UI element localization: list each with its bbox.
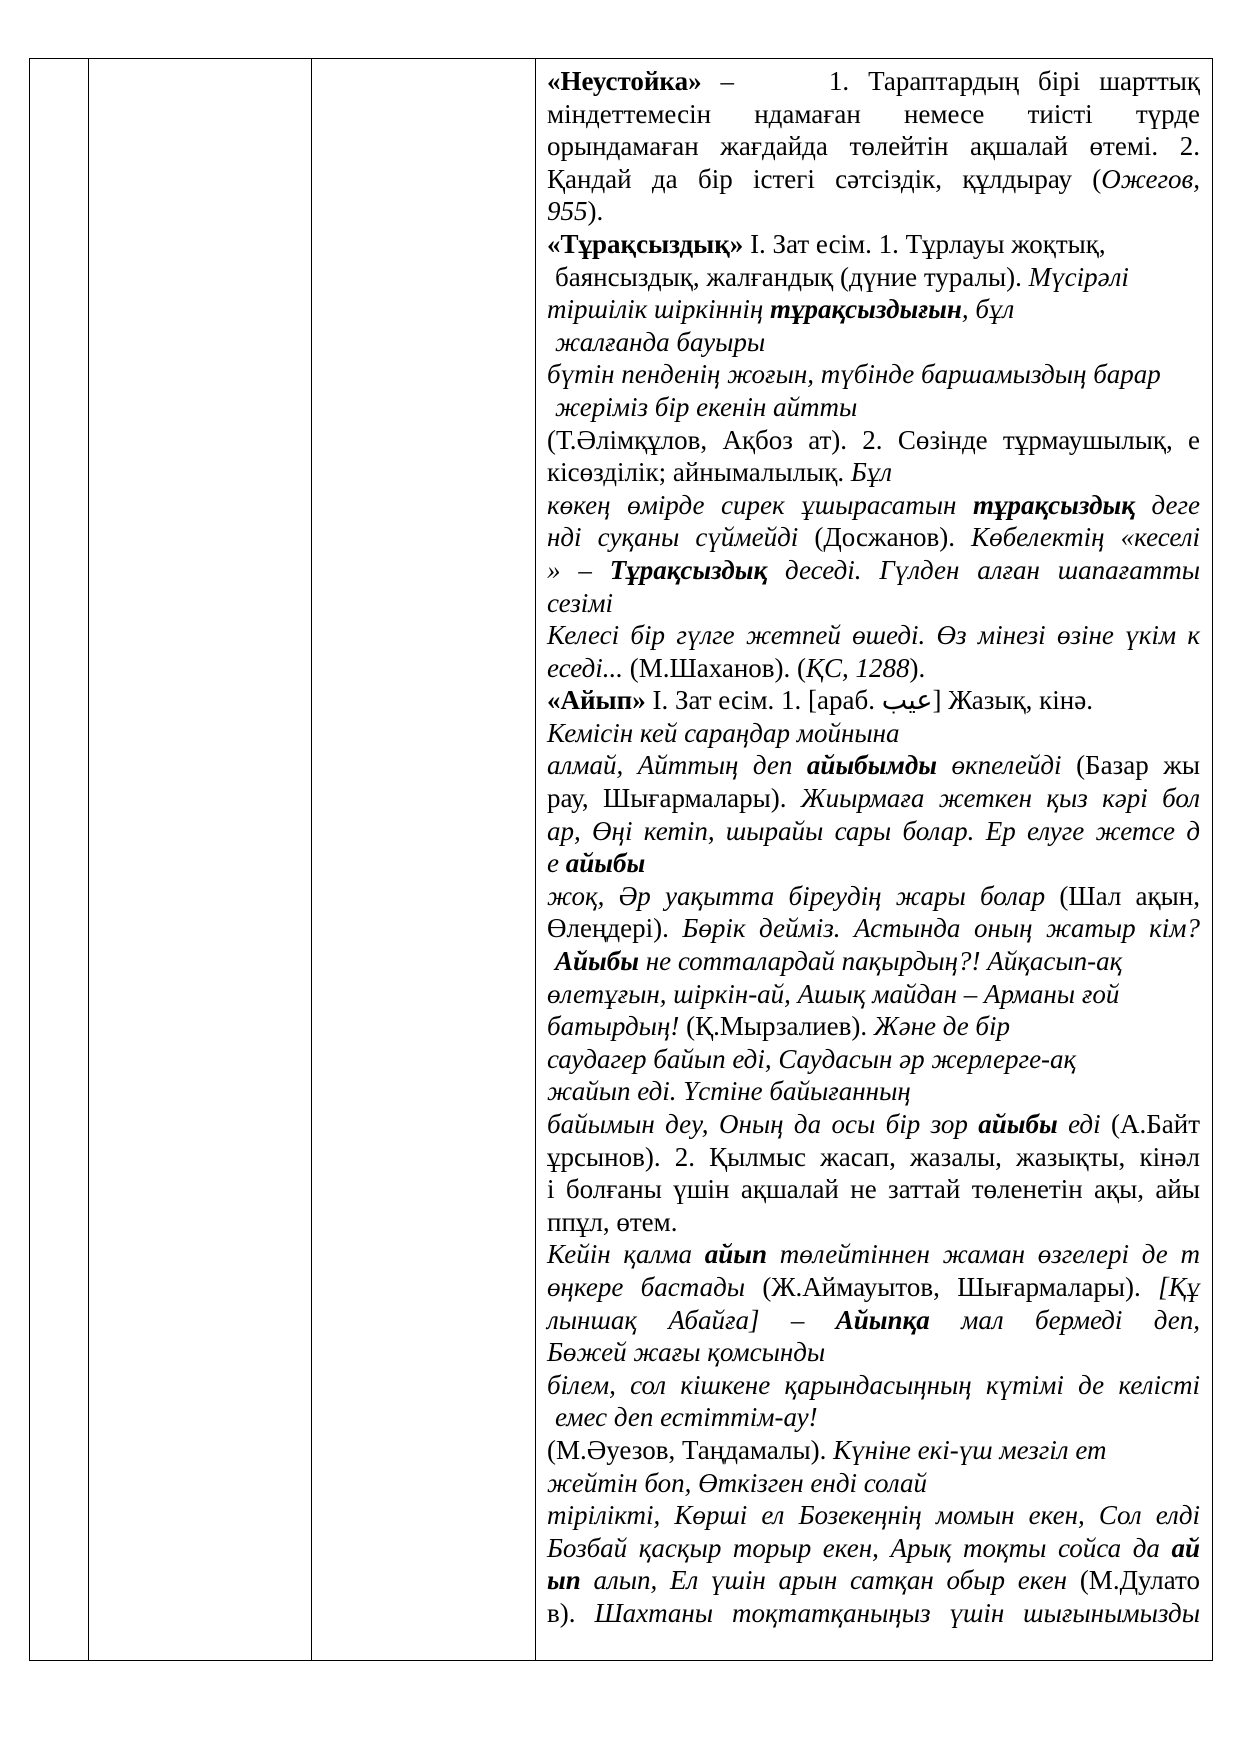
text-line: еседі... (М.Шаханов). (ҚС, 1288). [547, 652, 926, 683]
table-cell-empty-1 [89, 59, 312, 1661]
text-line: тірілікті, Көрші ел Бозекеңнің момын екен, Сол елді [547, 1500, 1200, 1531]
text-line: байымын деу, Оның да осы бір зор айыбы еді (А.Байт [547, 1109, 1200, 1139]
text-line: батырдың! (Қ.Мырзалиев). Және де бір [547, 1011, 1011, 1042]
text-line: жеріміз бір екенін айтты [555, 391, 858, 422]
text-line: орындамаған жағдайда төлейтін ақшалай өтемі. 2. [547, 131, 1200, 162]
text-line: Келесі бір гүлге жетпей өшеді. Өз мінезі өзіне үкім к [547, 620, 1200, 651]
text-line: бүтін пенденің жоғын, түбінде баршамыздың барар [547, 359, 1161, 390]
text-line: Бозбай қасқыр торыр екен, Арық тоқты сойса да ай [547, 1532, 1200, 1563]
text-line: баянсыздық, жалғандық (дүние туралы). Мүсірәлі [555, 261, 1129, 292]
headword-turaksyzdyk: «Тұрақсыздық» [547, 228, 744, 259]
table-cell-definitions [536, 59, 1213, 1661]
text-line: жейтін боп, Өткізген енді солай [547, 1467, 927, 1498]
text-line: і болғаны үшін ақшалай не заттай төленетін ақы, айы [547, 1174, 1200, 1205]
entry-turaksyzdyk-line: «Тұрақсыздық» I. Зат есім. 1. Тұрлауы жоқтық, [547, 228, 1106, 259]
text-line: лыншақ Абайға] – Айыпқа мал бермеді деп, [547, 1304, 1200, 1335]
text-line: е айыбы [547, 848, 646, 879]
text-line: Бөжей жағы қомсынды [547, 1337, 826, 1368]
text-line: жоқ, Әр уақытта біреудің жары болар (Шал ақын, [547, 880, 1200, 911]
definitions-text [536, 59, 1212, 1630]
text-line: ар, Өңі кетіп, шырайы сары болар. Ер елуге жетсе д [547, 815, 1200, 846]
table-row [30, 59, 1213, 1661]
table-cell-number [30, 59, 89, 1661]
text-line: өңкере бастады (Ж.Аймауытов, Шығармалары). [Құ [547, 1271, 1200, 1302]
table-cell-empty-2 [312, 59, 536, 1661]
text-line: саудагер байып еді, Саудасын әр жерлерге-ақ [547, 1043, 1077, 1074]
text-line: ып алып, Ел үшін арын сатқан обыр екен (М.Дулато [547, 1565, 1200, 1596]
entry-aiyp-line: «Айып» I. Зат есім. 1. [араб. عيب] Жазық, кінә. [547, 685, 1093, 716]
text-line: Айыбы не сотталардай пақырдың?! Айқасып-ақ [555, 946, 1123, 977]
text-line: Өлеңдері). Бөрік дейміз. Астында оның жатыр кім? [547, 913, 1200, 944]
text-line: нді суқаны сүймейді (Досжанов). Көбелектің «кеселі [547, 522, 1200, 553]
text-line: в). Шахтаны тоқтатқаныңыз үшін шығынымызды [547, 1597, 1200, 1628]
text-line: 955). [547, 196, 604, 227]
text-line: көкең өмірде сирек ұшырасатын тұрақсыздық деге [547, 489, 1200, 520]
headword-aiyp: «Айып» [547, 685, 646, 716]
text-line: » – Тұрақсыздық деседі. Гүлден алған шапағатты [547, 554, 1200, 585]
text-line: міндеттемесін ндамаған немесе тиісті түрде [547, 98, 1200, 129]
text-line: жалғанда бауыры [555, 326, 766, 357]
text-line: алмай, Айттың деп айыбымды өкпелейді (Базар жы [547, 750, 1200, 781]
text-line: тіршілік шіркіннің тұрақсыздығын, бұл [547, 294, 1015, 325]
text-line: Қандай да бір істегі сәтсіздік, құлдырау (Ожегов, [547, 163, 1200, 194]
text-line: ұрсынов). 2. Қылмыс жасап, жазалы, жазықты, кінәл [547, 1141, 1200, 1172]
text-line: кісөзділік; айнымалылық. Бұл [547, 457, 893, 488]
headword-neustoika: «Неустойка» [547, 66, 702, 96]
text-line: Кейін қалма айып төлейтіннен жаман өзгелері де т [547, 1239, 1200, 1270]
text-line: (М.Әуезов, Таңдамалы). Күніне екі-үш мезгіл ет [547, 1434, 1107, 1465]
entry-neustoika-line: «Неустойка» – 1. Тараптардың бірі шарттық [547, 66, 1201, 96]
text-line: Кемісін кей сараңдар мойнына [547, 717, 900, 748]
text-line: ппұл, өтем. [547, 1206, 678, 1237]
text-line: емес деп естіттім-ау! [555, 1402, 818, 1433]
text-line: рау, Шығармалары). Жиырмаға жеткен қыз кәрі бол [547, 783, 1200, 814]
text-line: сезімі [547, 587, 614, 618]
text-line: жайып еді. Үстіне байығанның [547, 1076, 911, 1107]
text-line: өлетұғын, шіркін-ай, Ашық майдан – Арманы ғой [547, 978, 1120, 1009]
text-line: білем, сол кішкене қарындасыңның күтімі де келісті [547, 1369, 1200, 1400]
text-line: (Т.Әлімқұлов, Ақбоз ат). 2. Сөзінде тұрмаушылық, е [547, 424, 1200, 455]
dictionary-table [29, 58, 1213, 1661]
